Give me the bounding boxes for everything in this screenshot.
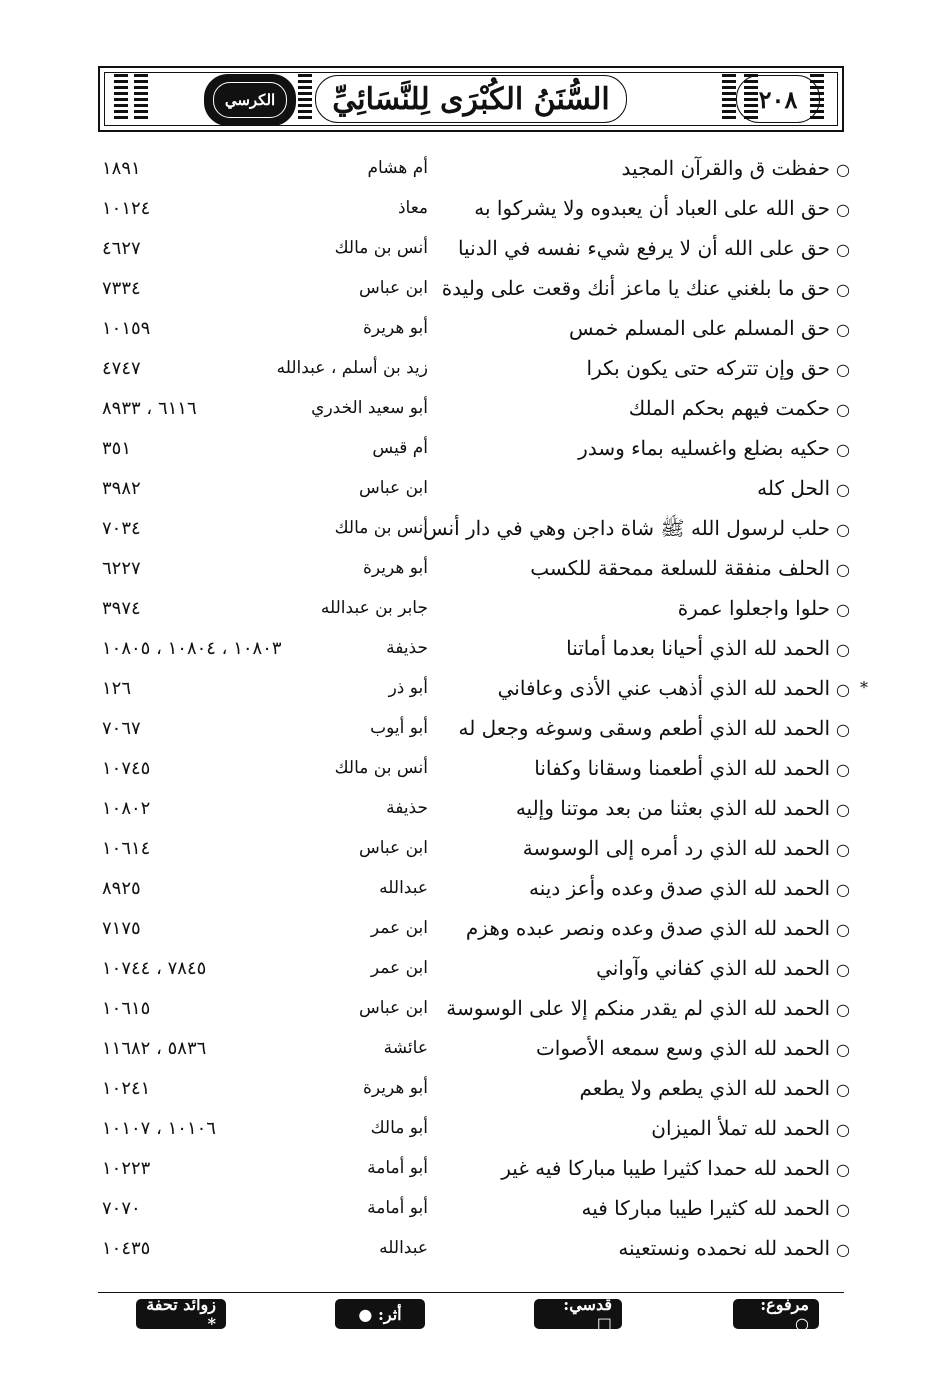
list-item	[98, 190, 868, 230]
hadith-text	[501, 1156, 850, 1180]
hadith-text-label: حكيه بضلع واغسليه بماء وسدر	[578, 436, 831, 460]
hadith-text	[581, 1196, 850, 1220]
list-item	[98, 750, 868, 790]
hadith-number: ٧٠٣٤	[102, 518, 141, 539]
narrator-name: عبدالله	[379, 878, 428, 898]
marfu-marker-icon: ○	[836, 1120, 850, 1139]
narrator-name: ابن عباس	[358, 838, 428, 858]
marfu-marker-icon: ○	[836, 480, 850, 499]
book-title: السُّنَنُ الكُبْرَى لِلنَّسَائِيِّ	[315, 75, 627, 123]
hadith-number: ١٨٩١	[102, 158, 141, 179]
marfu-marker-icon: ○	[836, 1200, 850, 1219]
marfu-marker-icon: ○	[836, 1160, 850, 1179]
list-item	[98, 790, 868, 830]
hadith-text-label: حلوا واجعلوا عمرة	[677, 596, 831, 620]
list-item	[98, 470, 868, 510]
list-item	[98, 510, 868, 550]
narrator-name: أنس بن مالك	[334, 518, 428, 538]
narrator-name: أنس بن مالك	[334, 758, 428, 778]
hadith-text-label: الحمد لله نحمده ونستعينه	[618, 1236, 831, 1260]
list-item	[98, 830, 868, 870]
list-item	[98, 1230, 868, 1270]
hadith-number: ١٠٢٢٣	[102, 1158, 151, 1179]
marfu-marker-icon: ○	[836, 680, 850, 699]
marfu-marker-icon: ○	[836, 1000, 850, 1019]
hadith-text	[516, 796, 850, 820]
hadith-text-label: الحمد لله حمدا كثيرا طيبا مباركا فيه غير	[501, 1156, 831, 1180]
hadith-text-label: حكمت فيهم بحكم الملك	[628, 396, 831, 420]
hadith-number: ٧٠٦٧	[102, 718, 141, 739]
hadith-text	[566, 636, 850, 660]
hadith-text	[757, 476, 850, 500]
logo-text: الكرسي	[213, 82, 287, 118]
marfu-marker-icon: ○	[836, 1240, 850, 1259]
marfu-marker-icon: ○	[836, 760, 850, 779]
hadith-text-label: الحمد لله الذي أطعمنا وسقانا وكفانا	[534, 756, 831, 780]
legend-zawaid: زوائد تحفة *	[136, 1299, 226, 1329]
marfu-marker-icon: ○	[836, 320, 850, 339]
hadith-number: ١٠٨٠٣ ، ١٠٨٠٤ ، ١٠٨٠٥	[102, 638, 282, 659]
hadith-number: ٧٣٣٤	[102, 278, 141, 299]
hadith-text	[466, 916, 850, 940]
narrator-name: حذيفة	[386, 638, 428, 658]
narrator-name: أم هشام	[367, 158, 428, 178]
page-header	[98, 66, 844, 132]
hadith-text-label: حق ما بلغني عنك يا ماعز أنك وقعت على وليدة	[441, 276, 831, 300]
page-number: ٢٠٨	[736, 75, 820, 123]
list-item	[98, 1190, 868, 1230]
marfu-marker-icon: ○	[836, 800, 850, 819]
narrator-name: ابن عباس	[358, 278, 428, 298]
narrator-name: أبو ذر	[388, 678, 428, 698]
hadith-text	[651, 1116, 850, 1140]
list-item	[98, 390, 868, 430]
hadith-text-label: الحمد لله الذي بعثنا من بعد موتنا وإليه	[515, 796, 831, 820]
hadith-text	[530, 556, 850, 580]
list-item	[98, 710, 868, 750]
hadith-text	[474, 196, 850, 220]
index-list	[98, 150, 868, 1270]
list-item	[98, 1110, 868, 1150]
narrator-name: أبو هريرة	[362, 318, 428, 338]
hadith-text	[618, 1236, 850, 1260]
list-item	[98, 550, 868, 590]
hadith-text	[442, 276, 850, 300]
narrator-name: ابن عباس	[358, 998, 428, 1018]
marfu-marker-icon: ○	[836, 960, 850, 979]
ornament-left	[114, 74, 128, 120]
list-item	[98, 350, 868, 390]
hadith-text	[523, 836, 850, 860]
marfu-marker-icon: ○	[836, 1080, 850, 1099]
hadith-text	[678, 596, 850, 620]
hadith-text	[498, 676, 850, 700]
ornament-left-2	[134, 74, 148, 120]
narrator-name: حذيفة	[386, 798, 428, 818]
hadith-text-label: حق المسلم على المسلم خمس	[568, 316, 831, 340]
hadith-number: ١٠٧٤٥	[102, 758, 151, 779]
legend-qudsi: قدسي: □	[534, 1299, 622, 1329]
hadith-number: ١٠٦١٤	[102, 838, 151, 859]
hadith-number: ١٠١٥٩	[102, 318, 151, 339]
hadith-text	[629, 396, 850, 420]
hadith-number: ٣٥١	[102, 438, 132, 459]
hadith-number: ٤٧٤٧	[102, 358, 141, 379]
marfu-marker-icon: ○	[836, 440, 850, 459]
hadith-text-label: حق الله على العباد أن يعبدوه ولا يشركوا به	[474, 196, 831, 220]
hadith-number: ٦٢٢٧	[102, 558, 141, 579]
hadith-text-label: الحمد لله الذي أطعم وسقى وسوغه وجعل له	[458, 716, 831, 740]
marfu-marker-icon: ○	[836, 160, 850, 179]
narrator-name: عائشة	[383, 1038, 428, 1058]
hadith-text	[458, 716, 850, 740]
hadith-text	[596, 956, 850, 980]
hadith-number: ١٠٤٣٥	[102, 1238, 151, 1259]
hadith-number: ١٢٦	[102, 678, 132, 699]
hadith-text	[458, 236, 850, 260]
publisher-logo	[204, 74, 296, 126]
list-item	[98, 590, 868, 630]
list-item	[98, 230, 868, 270]
marfu-marker-icon: ○	[836, 720, 850, 739]
list-item	[98, 1150, 868, 1190]
marfu-marker-icon: ○	[836, 400, 850, 419]
narrator-name: أنس بن مالك	[334, 238, 428, 258]
hadith-text-label: حفظت ق والقرآن المجيد	[621, 156, 831, 180]
hadith-number: ٤٦٢٧	[102, 238, 141, 259]
hadith-text-label: حق على الله أن لا يرفع شيء نفسه في الدنيا	[457, 236, 831, 260]
list-item	[98, 310, 868, 350]
marfu-marker-icon: ○	[836, 920, 850, 939]
hadith-text-label: الحمد لله الذي صدق وعده وأعز دينه	[529, 876, 831, 900]
hadith-text-label: الحمد لله الذي صدق وعده ونصر عبده وهزم	[465, 916, 831, 940]
narrator-name: أبو أمامة	[367, 1158, 428, 1178]
hadith-number: ٣٩٧٤	[102, 598, 141, 619]
list-item	[98, 950, 868, 990]
hadith-text	[423, 516, 850, 545]
hadith-number: ١٠١٠٦ ، ١٠١٠٧	[102, 1118, 216, 1139]
hadith-text	[536, 1036, 850, 1060]
hadith-number: ٦١١٦ ، ٨٩٣٣	[102, 398, 197, 419]
list-item	[98, 990, 868, 1030]
narrator-name: أبو أمامة	[367, 1198, 428, 1218]
hadith-number: ١٠٢٤١	[102, 1078, 151, 1099]
marfu-marker-icon: ○	[836, 280, 850, 299]
zawaid-star-icon: *	[860, 678, 868, 697]
narrator-name: ابن عمر	[370, 958, 428, 978]
hadith-text-label: الحمد لله الذي وسع سمعه الأصوات	[535, 1036, 831, 1060]
hadith-text-label: الحمد لله الذي رد أمره إلى الوسوسة	[522, 836, 831, 860]
narrator-name: أبو هريرة	[362, 558, 428, 578]
hadith-number: ٧١٧٥	[102, 918, 141, 939]
hadith-text-label: الحمد لله تملأ الميزان	[651, 1116, 831, 1140]
marfu-marker-icon: ○	[836, 360, 850, 379]
hadith-text	[578, 436, 850, 460]
list-item	[98, 670, 868, 710]
list-item	[98, 150, 868, 190]
ornament-mid-right	[722, 74, 736, 120]
narrator-name: زيد بن أسلم ، عبدالله	[276, 358, 428, 378]
marfu-marker-icon: ○	[836, 240, 850, 259]
hadith-text	[529, 876, 850, 900]
list-item	[98, 270, 868, 310]
hadith-text-label: الحلف منفقة للسلعة ممحقة للكسب	[530, 556, 831, 580]
hadith-text	[534, 756, 850, 780]
narrator-name: أبو أيوب	[370, 718, 428, 738]
hadith-text	[579, 1076, 850, 1100]
marfu-marker-icon: ○	[836, 200, 850, 219]
marfu-marker-icon: ○	[836, 840, 850, 859]
narrator-name: ابن عمر	[370, 918, 428, 938]
narrator-name: ابن عباس	[358, 478, 428, 498]
legend-athar: أثر: ●	[335, 1299, 425, 1329]
legend-marfu: مرفوع: ○	[733, 1299, 819, 1329]
narrator-name: أبو هريرة	[362, 1078, 428, 1098]
hadith-number: ١٠١٢٤	[102, 198, 151, 219]
hadith-number: ٧٠٧٠	[102, 1198, 141, 1219]
hadith-text-label: حق وإن تتركه حتى يكون بكرا	[586, 356, 831, 380]
list-item	[98, 870, 868, 910]
hadith-number: ٣٩٨٢	[102, 478, 141, 499]
hadith-text-label: الحمد لله الذي يطعم ولا يطعم	[579, 1076, 831, 1100]
list-item	[98, 1070, 868, 1110]
list-item	[98, 430, 868, 470]
hadith-text-label: حلب لرسول الله ﷺ شاة داجن وهي في دار أنس	[423, 516, 831, 540]
hadith-text-label: الحمد لله كثيرا طيبا مباركا فيه	[581, 1196, 831, 1220]
hadith-text-label: الحمد لله الذي أحيانا بعدما أماتنا	[566, 636, 831, 660]
marfu-marker-icon: ○	[836, 640, 850, 659]
hadith-text	[446, 996, 850, 1020]
list-item	[98, 630, 868, 670]
hadith-text-label: الحل كله	[757, 476, 831, 500]
narrator-name: جابر بن عبدالله	[320, 598, 428, 618]
hadith-number: ٧٨٤٥ ، ١٠٧٤٤	[102, 958, 207, 979]
list-item	[98, 910, 868, 950]
narrator-name: أبو سعيد الخدري	[311, 398, 428, 418]
marfu-marker-icon: ○	[836, 880, 850, 899]
narrator-name: عبدالله	[379, 1238, 428, 1258]
hadith-number: ١٠٦١٥	[102, 998, 151, 1019]
hadith-text	[622, 156, 850, 180]
hadith-text-label: الحمد لله الذي كفاني وآواني	[596, 956, 831, 980]
marfu-marker-icon: ○	[836, 560, 850, 579]
hadith-number: ١٠٨٠٢	[102, 798, 151, 819]
ornament-mid-left	[298, 74, 312, 120]
footer-divider	[98, 1292, 844, 1293]
hadith-text-label: الحمد لله الذي أذهب عني الأذى وعافاني	[497, 676, 831, 700]
marfu-marker-icon: ○	[836, 520, 850, 539]
hadith-number: ٥٨٣٦ ، ١١٦٨٢	[102, 1038, 207, 1059]
marfu-marker-icon: ○	[836, 1040, 850, 1059]
hadith-number: ٨٩٢٥	[102, 878, 141, 899]
hadith-text-label: الحمد لله الذي لم يقدر منكم إلا على الوسوسة	[446, 996, 831, 1020]
narrator-name: أبو مالك	[370, 1118, 428, 1138]
hadith-text	[587, 356, 850, 380]
marfu-marker-icon: ○	[836, 600, 850, 619]
narrator-name: معاذ	[397, 198, 428, 218]
hadith-text	[569, 316, 850, 340]
list-item	[98, 1030, 868, 1070]
narrator-name: أم قيس	[372, 438, 428, 458]
